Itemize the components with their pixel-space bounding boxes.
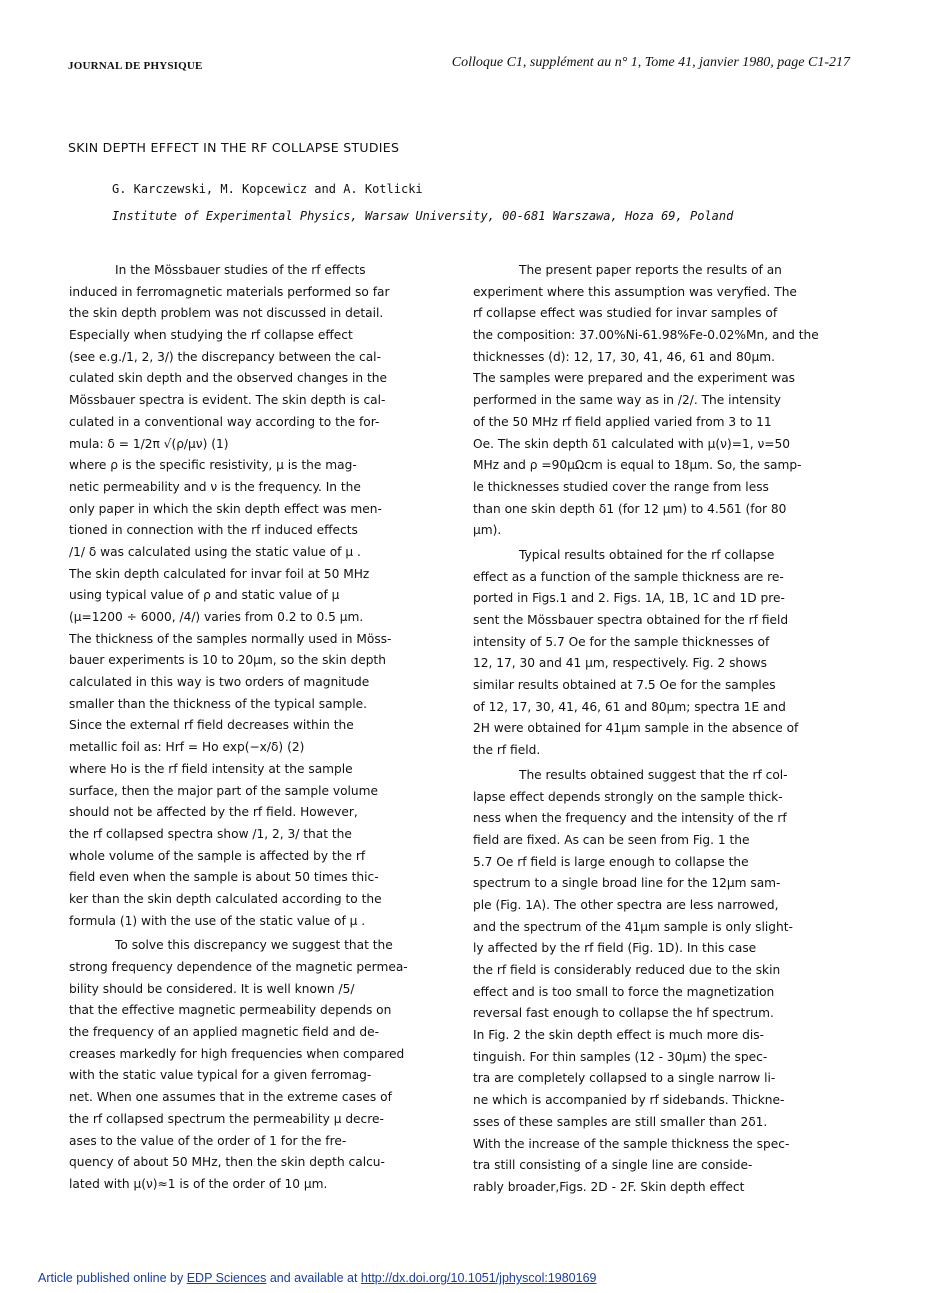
- text-line: culated in a conventional way according to the for-: [69, 414, 380, 429]
- text-line: the frequency of an applied magnetic field and de-: [69, 1025, 380, 1040]
- text-line: /1/ δ was calculated using the static value of μ .: [69, 544, 361, 559]
- text-line: smaller than the thickness of the typical sample.: [69, 696, 367, 711]
- text-line: should not be affected by the rf field. However,: [69, 805, 358, 820]
- text-line: of 12, 17, 30, 41, 46, 61 and 80μm; spectra 1E and: [473, 699, 786, 714]
- text-line: the skin depth problem was not discussed in detail.: [69, 306, 384, 321]
- text-line: with the static value typical for a given ferromag-: [69, 1068, 372, 1083]
- text-line: strong frequency dependence of the magnetic permea-: [69, 960, 408, 974]
- text-line: reversal fast enough to collapse the hf spectrum.: [473, 1006, 774, 1021]
- left-column: [69, 260, 449, 1196]
- text-line: tioned in connection with the rf induced effects: [69, 523, 358, 538]
- text-line: field even when the sample is about 50 times thic-: [69, 870, 379, 885]
- text-line: than one skin depth δ1 (for 12 μm) to 4.5δ1 (for 80: [473, 501, 787, 516]
- text-line: performed in the same way as in /2/. The intensity: [473, 393, 781, 408]
- text-line: where Ho is the rf field intensity at the sample: [69, 761, 353, 776]
- author-list: G. Karczewski, M. Kopcewicz and A. Kotlicki: [112, 182, 423, 196]
- article-title: SKIN DEPTH EFFECT IN THE RF COLLAPSE STUDIES: [68, 140, 400, 155]
- text-line: bauer experiments is 10 to 20μm, so the skin depth: [69, 653, 386, 668]
- text-line: whole volume of the sample is affected by the rf: [69, 848, 366, 863]
- text-line: using typical value of ρ and static value of μ: [69, 588, 340, 603]
- text-line: quency of about 50 MHz, then the skin depth calcu-: [69, 1155, 385, 1170]
- text-line: 5.7 Oe rf field is large enough to collapse the: [473, 854, 749, 869]
- text-line: creases markedly for high frequencies when compared: [69, 1046, 405, 1061]
- text-line: of the 50 MHz rf field applied varied from 3 to 11: [473, 414, 772, 429]
- text-line: ases to the value of the order of 1 for the fre-: [69, 1133, 347, 1148]
- text-line: MHz and ρ =90μΩcm is equal to 18μm. So, the samp-: [473, 458, 802, 473]
- text-line: Especially when studying the rf collapse effect: [69, 328, 353, 343]
- text-line: formula (1) with the use of the static value of μ .: [69, 913, 366, 928]
- text-line: culated skin depth and the observed changes in the: [69, 371, 388, 386]
- publisher-link[interactable]: EDP Sciences: [186, 1271, 267, 1285]
- text-line: ne which is accompanied by rf sidebands. Thickne-: [473, 1093, 785, 1108]
- text-line: the rf field.: [473, 743, 541, 758]
- text-line: effect as a function of the sample thickness are re-: [473, 569, 784, 584]
- text-line: Oe. The skin depth δ1 calculated with μ(ν)=1, ν=50: [473, 436, 790, 451]
- text-line: mula: δ = 1/2π √(ρ/μν) (1): [69, 436, 229, 451]
- doi-link[interactable]: http://dx.doi.org/10.1051/jphyscol:1980169: [360, 1271, 597, 1285]
- text-line: sent the Mössbauer spectra obtained for the rf field: [473, 613, 789, 627]
- text-line: field are fixed. As can be seen from Fig. 1 the: [473, 832, 750, 847]
- text-line: rf collapse effect was studied for invar samples of: [473, 306, 778, 321]
- text-line: ly affected by the rf field (Fig. 1D). In this case: [473, 941, 757, 956]
- text-line: metallic foil as: Hrf = Ho exp(−x/δ) (2): [69, 740, 305, 755]
- text-line: ness when the frequency and the intensity of the rf: [473, 811, 787, 826]
- text-line: thicknesses (d): 12, 17, 30, 41, 46, 61 and 80μm.: [473, 349, 775, 364]
- text-line: Mössbauer spectra is evident. The skin depth is cal-: [69, 393, 386, 408]
- footer-prefix: Article published online by: [38, 1271, 187, 1285]
- text-line: calculated in this way is two orders of magnitude: [69, 675, 370, 690]
- text-line: (see e.g./1, 2, 3/) the discrepancy between the cal-: [69, 349, 381, 364]
- text-line: The present paper reports the results of an: [519, 263, 782, 277]
- text-line: tra still consisting of a single line are conside-: [473, 1158, 753, 1173]
- text-line: le thicknesses studied cover the range from less: [473, 479, 769, 494]
- right-column: [473, 260, 858, 1199]
- text-line: The samples were prepared and the experiment was: [473, 371, 796, 386]
- text-line: tinguish. For thin samples (12 - 30μm) the spec-: [473, 1049, 768, 1064]
- text-line: With the increase of the sample thickness the spec-: [473, 1136, 790, 1151]
- text-line: lapse effect depends strongly on the sample thick-: [473, 789, 783, 804]
- text-line: Typical results obtained for the rf collapse: [519, 547, 775, 562]
- text-line: the rf field is considerably reduced due to the skin: [473, 963, 781, 977]
- footer-notice: [38, 1271, 596, 1285]
- affiliation: Institute of Experimental Physics, Warsaw University, 00-681 Warszawa, Hoza 69, Poland: [112, 209, 734, 223]
- footer-middle: and available at: [266, 1271, 361, 1285]
- text-line: 12, 17, 30 and 41 μm, respectively. Fig. 2 shows: [473, 656, 767, 671]
- text-line: ple (Fig. 1A). The other spectra are less narrowed,: [473, 897, 779, 912]
- text-line: To solve this discrepancy we suggest that the: [115, 938, 393, 953]
- text-line: Since the external rf field decreases within the: [69, 718, 354, 733]
- text-line: 2H were obtained for 41μm sample in the absence of: [473, 721, 799, 736]
- text-line: experiment where this assumption was veryfied. The: [473, 284, 797, 299]
- text-line: ported in Figs.1 and 2. Figs. 1A, 1B, 1C and 1D pre-: [473, 591, 785, 606]
- text-line: effect and is too small to force the magnetization: [473, 984, 775, 999]
- text-line: rably broader,Figs. 2D - 2F. Skin depth effect: [473, 1179, 745, 1194]
- citation-line: Colloque C1, supplément au n° 1, Tome 41, janvier 1980, page C1-217: [451, 55, 850, 70]
- text-line: μm).: [473, 523, 502, 538]
- text-line: ker than the skin depth calculated according to the: [69, 891, 382, 906]
- text-line: tra are completely collapsed to a single narrow li-: [473, 1071, 776, 1086]
- text-line: The skin depth calculated for invar foil at 50 MHz: [69, 566, 370, 581]
- text-line: lated with μ(ν)≈1 is of the order of 10 μm.: [69, 1176, 328, 1191]
- text-line: the rf collapsed spectra show /1, 2, 3/ that the: [69, 826, 352, 841]
- text-line: only paper in which the skin depth effect was men-: [69, 501, 382, 516]
- text-line: spectrum to a single broad line for the 12μm sam-: [473, 876, 781, 891]
- journal-name: JOURNAL DE PHYSIQUE: [68, 60, 203, 72]
- text-line: and the spectrum of the 41μm sample is only slight-: [473, 919, 793, 934]
- text-line: the rf collapsed spectrum the permeability μ decre-: [69, 1111, 384, 1126]
- text-line: netic permeability and ν is the frequency. In the: [69, 479, 361, 494]
- text-line: The results obtained suggest that the rf col-: [519, 767, 788, 782]
- text-line: net. When one assumes that in the extreme cases of: [69, 1090, 392, 1105]
- text-line: sses of these samples are still smaller than 2δ1.: [473, 1114, 768, 1129]
- text-line: that the effective magnetic permeability depends on: [69, 1003, 392, 1018]
- text-line: similar results obtained at 7.5 Oe for the samples: [473, 678, 776, 693]
- text-line: The thickness of the samples normally used in Möss-: [69, 631, 392, 646]
- text-line: intensity of 5.7 Oe for the sample thicknesses of: [473, 634, 770, 649]
- text-line: where ρ is the specific resistivity, μ is the mag-: [69, 458, 357, 473]
- text-line: In the Mössbauer studies of the rf effects: [115, 263, 366, 277]
- text-line: bility should be considered. It is well known /5/: [69, 981, 355, 996]
- text-line: In Fig. 2 the skin depth effect is much more dis-: [473, 1028, 764, 1043]
- text-line: surface, then the major part of the sample volume: [69, 783, 379, 798]
- text-line: (μ=1200 ÷ 6000, /4/) varies from 0.2 to 0.5 μm.: [69, 610, 364, 624]
- text-line: induced in ferromagnetic materials performed so far: [69, 284, 390, 299]
- text-line: the composition: 37.00%Ni-61.98%Fe-0.02%Mn, and the: [473, 328, 819, 343]
